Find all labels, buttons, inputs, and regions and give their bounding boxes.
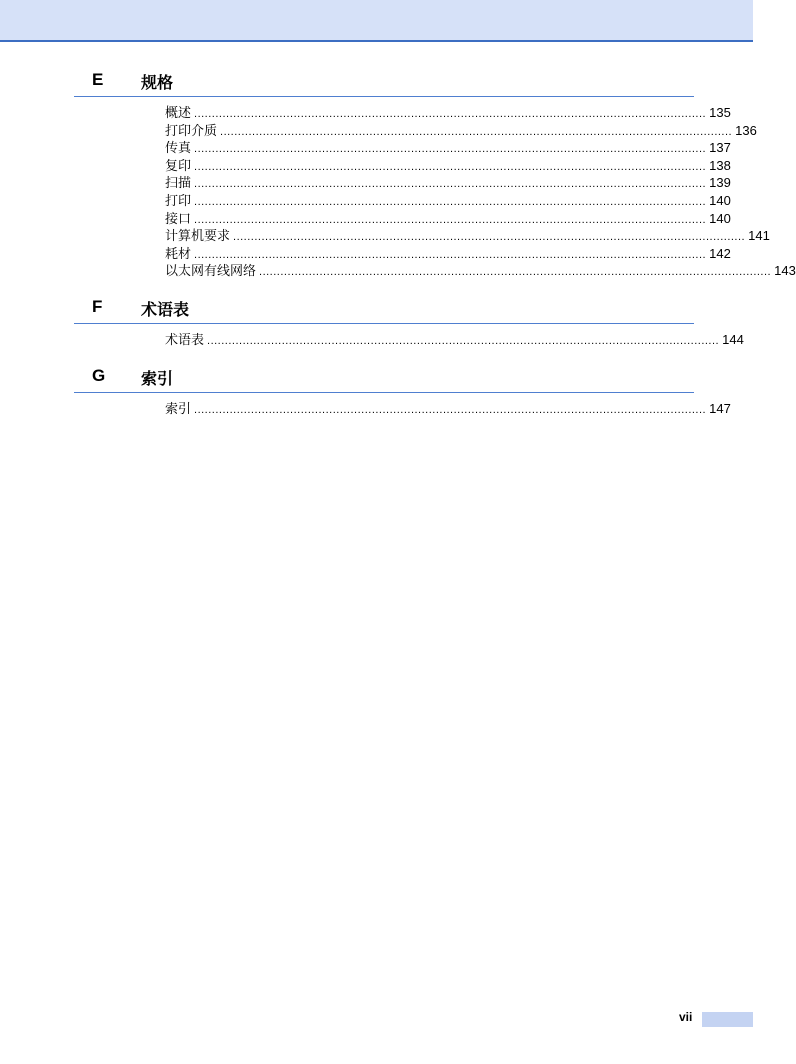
entry-page: 136: [735, 122, 757, 138]
section-heading: [74, 366, 694, 393]
entry-label: 接口: [165, 210, 192, 226]
toc-entry[interactable]: [165, 400, 731, 418]
entry-label: 打印: [165, 192, 192, 208]
section-heading: [74, 70, 694, 97]
entry-page: 140: [709, 192, 731, 208]
dot-leader: ................................................................................................................................................: [259, 266, 772, 279]
entry-label: 术语表: [165, 332, 205, 347]
entry-list: [165, 331, 744, 349]
toc-entry[interactable]: [165, 262, 796, 280]
entry-page: 139: [709, 175, 731, 191]
dot-leader: ................................................................................................................................................: [233, 231, 746, 244]
dot-leader: ................................................................................................................................................: [194, 404, 707, 416]
section-title: 术语表: [141, 302, 190, 319]
entry-label: 传真: [165, 140, 192, 156]
toc-section-e: [74, 70, 796, 280]
entry-list: [165, 400, 731, 418]
toc-entry[interactable]: [165, 174, 731, 192]
toc-entry[interactable]: [165, 104, 731, 122]
section-letter: F: [92, 297, 103, 316]
toc-entry[interactable]: [165, 210, 731, 228]
entry-page: 135: [709, 105, 731, 120]
dot-leader: ................................................................................................................................................: [194, 108, 707, 120]
entry-label: 复印: [165, 157, 192, 173]
toc-entry[interactable]: [165, 122, 757, 140]
header-band: [0, 0, 753, 42]
page-tab-marker: [702, 1012, 753, 1027]
entry-label: 概述: [165, 105, 192, 120]
entry-label: 以太网有线网络: [165, 263, 257, 279]
entry-page: 141: [748, 228, 770, 244]
dot-leader: ................................................................................................................................................: [220, 125, 733, 138]
dot-leader: ................................................................................................................................................: [194, 160, 707, 173]
entry-label: 计算机要求: [165, 228, 231, 244]
toc-entry[interactable]: [165, 192, 731, 210]
toc-entry[interactable]: [165, 331, 744, 349]
toc-entry[interactable]: [165, 227, 770, 245]
dot-leader: ................................................................................................................................................: [194, 213, 707, 226]
entry-page: 143: [774, 263, 796, 279]
dot-leader: ................................................................................................................................................: [194, 248, 707, 261]
entry-page: 147: [709, 401, 731, 416]
entry-list: [165, 104, 796, 280]
entry-page: 140: [709, 210, 731, 226]
section-letter: G: [92, 366, 106, 385]
toc-entry[interactable]: [165, 139, 731, 157]
toc-section-f: [74, 297, 744, 349]
section-title: 索引: [141, 371, 174, 388]
entry-label: 索引: [165, 401, 192, 416]
toc-entry[interactable]: [165, 157, 731, 175]
dot-leader: ................................................................................................................................................: [194, 195, 707, 208]
toc-entry[interactable]: [165, 245, 731, 263]
section-heading: [74, 297, 694, 324]
entry-page: 144: [722, 332, 744, 347]
dot-leader: ................................................................................................................................................: [207, 335, 720, 347]
entry-label: 耗材: [165, 245, 192, 261]
toc-section-g: [74, 366, 731, 418]
entry-page: 138: [709, 157, 731, 173]
section-title: 规格: [141, 75, 174, 92]
entry-label: 打印介质: [165, 122, 218, 138]
entry-page: 142: [709, 245, 731, 261]
entry-page: 137: [709, 140, 731, 156]
dot-leader: ................................................................................................................................................: [194, 143, 707, 156]
section-letter: E: [92, 70, 104, 89]
dot-leader: ................................................................................................................................................: [194, 178, 707, 191]
page-number: vii: [679, 1010, 693, 1024]
entry-label: 扫描: [165, 175, 192, 191]
